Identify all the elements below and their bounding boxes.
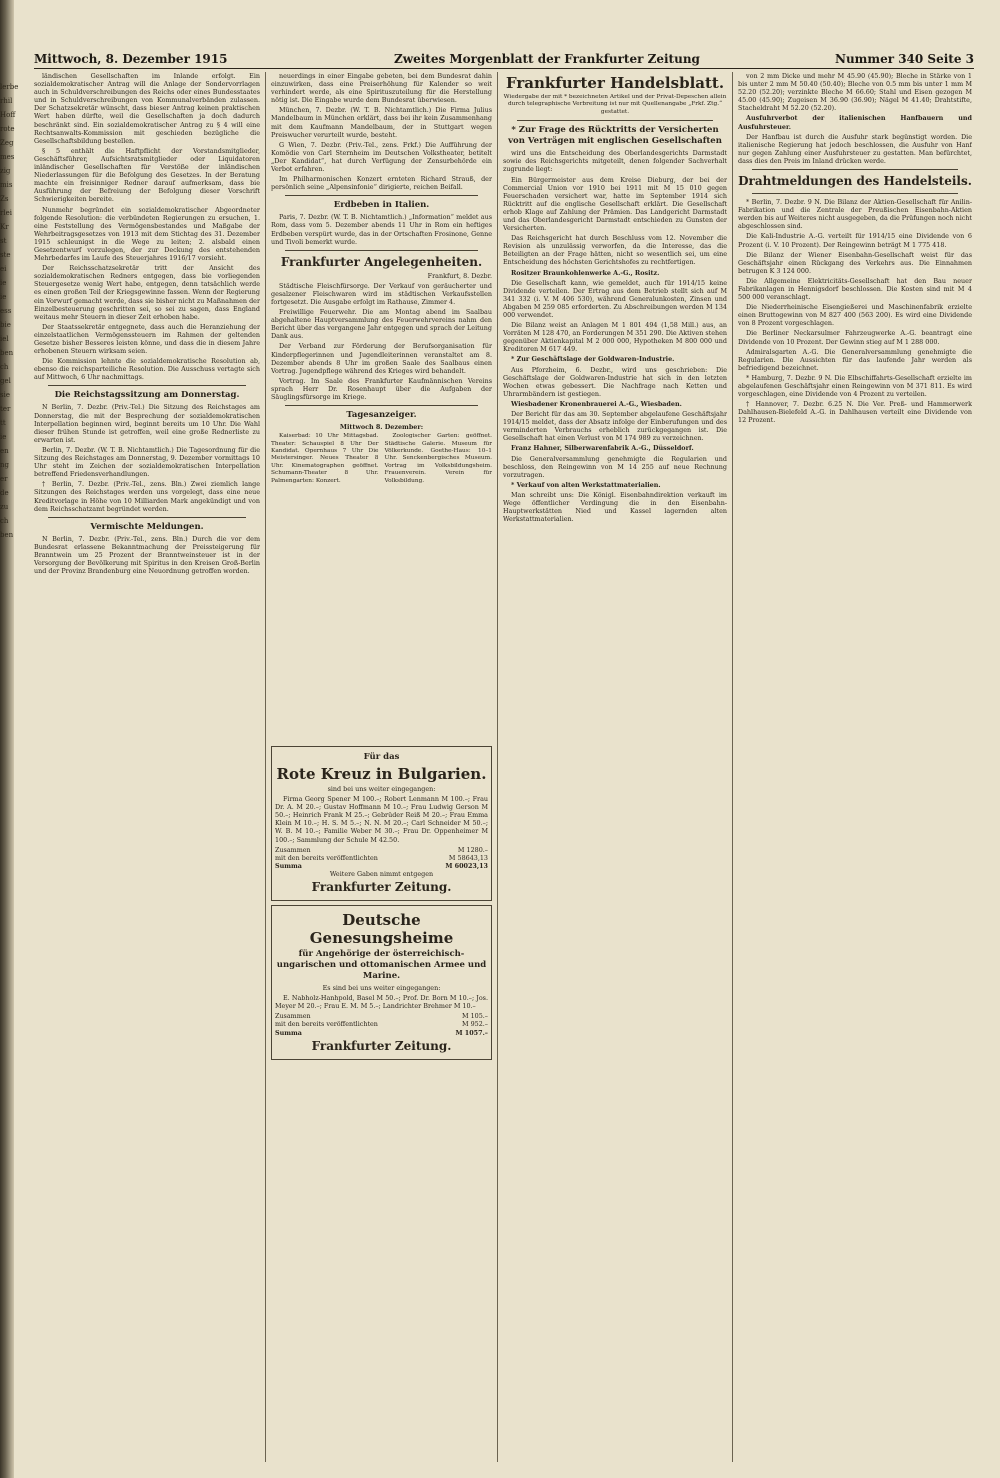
article-paragraph: Freiwillige Feuerwehr. Die am Montag abend im Saalbau abgehaltene Hauptversammlung des Feuerwehrvereins nahm den Bericht über das vergangene Jahr entgegen und sprach der Leitung Dank aus.	[271, 308, 492, 341]
article-paragraph: † Berlin, 7. Dezbr. (Priv.-Tel., zens. Bln.) Zwei ziemlich lange Sitzungen des Reichstages werden uns vorgelegt, dass eine neue Kreditvorlage in Höhe von 10 Milliarden Mark angekündigt und von dem Reichsschatzamt begründet werden.	[34, 480, 260, 513]
donation-note: Weitere Gaben nimmt entgegen	[329, 869, 434, 878]
margin-fragment: Hoff	[0, 111, 16, 119]
listing-text: Kaiserbad: 10 Uhr Mittagsbad. Theater: Schauspiel 8 Uhr Der Kandidat. Opernhaus 7 Uhr Die Meistersinger. Neues Theater 8 Uhr. Kinematographen geöffnet. Schumann-Theater 8 Uhr. Palmengarten: Konzert.	[271, 433, 379, 484]
section-divider	[48, 517, 246, 518]
article-paragraph: N Berlin, 7. Dezbr. (Priv.-Tel.) Die Sitzung des Reichstages am Donnerstag, die mit der Besprechung der sozialdemokratischen Interpellation beginnen wird, beginnt bereits um 10 Uhr. Die Wahl dieser frühen Stunde ist getroffen, weil eine große Rednerliste zu erwarten ist.	[34, 403, 260, 444]
section-heading: Erdbeben in Italien.	[333, 200, 430, 211]
section-divider	[517, 120, 713, 121]
margin-fragment: zig	[0, 167, 11, 175]
column-4	[738, 72, 972, 1460]
total-line: Summa M 60023,13	[275, 861, 488, 870]
charity-intro: Es sind bei uns weiter eingegangen:	[322, 984, 441, 993]
listing-text: Zoologischer Garten: geöffnet. Städtische Galerie. Museum für Völkerkunde. Goethe-Haus: 10–1 Uhr. Senckenbergisches Museum. Vortrag im Volksbildungsheim. Frauenverein. Verein für Volksbildung.	[384, 433, 492, 484]
reprint-notice: Wiedergabe der mit * bezeichneten Artikel und der Privat-Depeschen allein durch telegraphische Verbreitung ist nur mit Quellenangabe „Frkf. Ztg.“ gestattet.	[503, 94, 727, 115]
margin-fragment: iel	[0, 335, 9, 343]
article-heading: * Zur Frage des Rücktritts der Versicherten von Verträgen mit englischen Gesellschaften	[508, 125, 722, 147]
article-paragraph: Nunmehr begründet ein sozialdemokratischer Abgeordneter folgende Resolution: die verbündeten Regierungen zu ersuchen, 1. eine Feststellung des Vermögensbestandes und Maßgabe der Wehrbeitragsgesetzes von 1913 mit dem Stichtag des 31. Dezember 1915 schleunigst in die Wege zu leiten; 2. alsbald einen Gesetzentwurf vorzulegen, der zur Deckung des entstehenden Mehrbedarfes im Laufe des Steuerjahres 1916/17 vorsieht.	[34, 205, 260, 263]
charity-box-red-cross	[271, 746, 492, 901]
margin-fragment: Kr	[0, 223, 9, 231]
article-paragraph: * Hamburg, 7. Dezbr. 9 N. Die Elbschiffahrts-Gesellschaft erzielte im abgelaufenen Geschäftsjahr einen Reingewinn von M 371 811. Es wird vorgeschlagen, eine Dividende von 4 Prozent zu verteilen.	[738, 373, 972, 399]
article-heading: Wiesbadener Kronenbrauerei A.-G., Wiesbaden.	[511, 399, 682, 408]
margin-fragment: lerbe	[0, 83, 19, 91]
section-divider	[285, 195, 478, 196]
article-heading: * Verkauf von alten Werkstattmaterialien.	[511, 480, 661, 489]
article-paragraph: † Hannover, 7. Dezbr. 6.25 N. Die Ver. Preß- und Hammerwerk Dahlhausen-Bielefeld A.-G. in Dahlhausen verteilt eine Dividende von 12 Prozent.	[738, 400, 972, 425]
margin-fragment: rlei	[0, 209, 12, 217]
margin-fragment: ie	[0, 293, 7, 301]
margin-fragment: mes	[0, 153, 15, 161]
section-heading: Drahtmeldungen des Handelsteils.	[738, 174, 972, 189]
issue-number: Nummer 340 Seite 3	[834, 52, 974, 66]
article-paragraph: neuerdings in einer Eingabe gebeten, bei dem Bundesrat dahin einzuwirken, dass eine Preiserhöhung für Kalender so weit verhindert werde, als eine Spirituszuteilung für die Herstellung nötig ist. Die Eingabe wurde dem Bundesrat überwiesen.	[271, 72, 492, 105]
section-divider	[752, 169, 958, 170]
article-heading: Ausfuhrverbot der italienischen Hanfbauern und Ausfuhrsteuer.	[738, 114, 972, 131]
section-heading: Vermischte Meldungen.	[90, 521, 204, 532]
article-paragraph: Die Niederrheinische Eisengießerei und Maschinenfabrik erzielte einen Bruttogewinn von M 827 400 (563 200). Es wird eine Dividende von 8 Prozent vorgeschlagen.	[738, 303, 972, 328]
margin-fragment: Zs	[0, 195, 9, 203]
margin-fragment: rhil	[0, 97, 13, 105]
donor-list: Firma Georg Spener M 100.–; Robert Lenmann M 100.–; Frau Dr. A. M 20.–; Gustav Hoffmann M 10.–; Frau Ludwig Gerson M 50.–; Heinrich Frank M 25.–; Gebrüder Reiß M 20.–; Frau Emma Klein M 10.–; H. S. M 5.–; N. N. M 20.–; Carl Schneider M 50.–; W. B. M 10.–; Familie Weber M 30.–; Frau Dr. Oppenheimer M 100.–; Sammlung der Schule M 42.50.	[275, 795, 488, 844]
margin-fragment: ie	[0, 433, 7, 441]
margin-fragment: ng	[0, 461, 9, 469]
margin-fragment: ben	[0, 531, 14, 539]
margin-fragment: Zeg	[0, 139, 14, 147]
section-heading: Frankfurter Angelegenheiten.	[280, 254, 483, 269]
article-paragraph: Paris, 7. Dezbr. (W. T. B. Nichtamtlich.) „Information“ meldet aus Rom, dass vom 5. Dezember abends 11 Uhr in Rom ein heftiges Erdbeben verspürt wurde, das in der Ortschaften Frosinone, Genne und Tivoli bemerkt wurde.	[271, 213, 492, 246]
article-paragraph: Der Reichsschatzsekretär tritt der Ansicht des sozialdemokratischen Redners entgegen, dass bie vorliegenden Steuergesetze wenig Wert habe, entgegen, denn tatsächlich werde es einen großen Teil der Kriegsgewinne fassen. Wenn der Regierung ein Vorwurf gemacht werde, dass sie bisher nicht zu Maßnahmen der Einzelbesteuerung geschritten sei, so sei zu sagen, dass England weitaus mehr Steuern in dieser Zeit erhoben habe.	[34, 264, 260, 321]
margin-fragment: en	[0, 447, 9, 455]
tagesanzeiger-listing	[271, 433, 492, 487]
article-paragraph: Vortrag. Im Saale des Frankfurter Kaufmännischen Vereins sprach Herr Dr. Rosenhaupt über die Aufgaben der Säuglingsfürsorge im Kriege.	[271, 376, 492, 401]
masthead	[34, 50, 974, 69]
paper-title: Zweites Morgenblatt der Frankfurter Zeitung	[394, 52, 700, 66]
margin-fragment: ei	[0, 265, 7, 273]
charity-heading-pre: Für das	[363, 752, 400, 762]
donor-list: E. Nabholz-Hanhpold, Basel M 50.–; Prof. Dr. Born M 10.–; Jos. Meyer M 20.–; Frau E. M. M 5.–; Landrichter Brehmer M 10.–	[275, 994, 488, 1011]
article-paragraph: Die Allgemeine Elektricitäts-Gesellschaft hat den Bau neuer Fabrikanlagen in Hennigsdorf beschlossen. Die Kosten sind mit M 4 500 000 veranschlagt.	[738, 276, 972, 302]
adjacent-page-margin	[0, 80, 28, 1460]
dateline: Frankfurt, 8. Dezbr.	[427, 271, 492, 280]
newspaper-signature: Frankfurter Zeitung.	[311, 1038, 452, 1053]
article-paragraph: Die Generalversammlung genehmigte die Regularien und beschloss, den Reingewinn von M 14 255 auf neue Rechnung vorzutragen.	[503, 454, 727, 479]
margin-fragment: sie	[0, 391, 10, 399]
margin-fragment: ch	[0, 517, 9, 525]
margin-fragment: ste	[0, 251, 11, 259]
margin-fragment: rote	[0, 125, 15, 133]
article-paragraph: Die Gesellschaft kann, wie gemeldet, auch für 1914/15 keine Dividende verteilen. Der Ertrag aus dem Betrieb stellt sich auf M 341 332 (i. V. M 406 530), während Generalunkosten, Zinsen und Abgaben M 259 085 erforderten. Zu Abschreibungen werden M 134 000 verwendet.	[503, 278, 727, 319]
margin-fragment: bie	[0, 321, 11, 329]
article-paragraph: ländischen Gesellschaften im Inlande erfolgt. Ein sozialdemokratischer Antrag will die Anlage der Sondervorrlagen auch in Schuldverschreibungen des Reichs oder eines Bundesstaates und in Schuldverschreibungen von Kommunalverbänden zulassen. Der Schatzsekretär wünscht, dass bieser Antrag keinen praktischen Wert haben dürfte, weil die Gesellschaften ja doch dadurch beschränkt sind. Ein sozialdemokratischer Antrag zu § 4 will eine Rechtsanwalts-Kommission mit geschieden bezügliche die Gesellschaftsbildung bestellen.	[34, 72, 260, 145]
margin-fragment: mis	[0, 181, 13, 189]
margin-fragment: ben	[0, 349, 14, 357]
article-paragraph: Der Verband zur Förderung der Berufsorganisation für Kinderpflegerinnen und Jugendleiterinnen veranstaltet am 8. Dezember abends 8 Uhr im großen Saale des Saalbaus einen Vortrag. Jugendpflege während des Krieges wird behandelt.	[271, 342, 492, 375]
article-paragraph: Städtische Fleischfürsorge. Der Verkauf von geräucherter und gesalzener Fleischwaren wird im städtischen Verkaufsstellen fortgesetzt. Die Ausgabe erfolgt im Rathause, Zimmer 4.	[271, 281, 492, 306]
article-paragraph: Die Kommission lehnte die sozialdemokratische Resolution ab, ebenso die reichsparteiliche Resolution. Die Ausschuss vertagte sich auf Mittwoch, 6 Uhr nachmittags.	[34, 357, 260, 382]
article-paragraph: § 5 enthält die Haftpflicht der Vorstandsmitglieder, Geschäftsführer, Aufsichtsratsmitglieder oder Liquidatoren inländischer Gesellschaften für Verstöße der inländischen Niederlassungen für die Befolgung des Gesetzes. In der Beratung machte ein freisinniger Redner darauf aufmerksam, dass bie Ausführung der Befreiung der Befolgung dieser Vorschrift Schwierigkeiten bereite.	[34, 146, 260, 204]
total-line: Summa M 1057.–	[275, 1028, 488, 1037]
column-2-upper	[271, 72, 492, 732]
article-paragraph: Der Staatssekretär entgegnete, dass auch die Heranziehung der einzelstaatlichen Vermögenssteuern im Rahmen der geltenden Gesetze bisher Besseres leisten könne, und dass die in diesem Jahre erhobenen Steuern wirksam seien.	[34, 322, 260, 356]
article-paragraph: von 2 mm Dicke und mehr M 45.90 (45.90); Bleche in Stärke von 1 bis unter 2 mm M 50.40 (50.40); Bleche von 0.5 mm bis unter 1 mm M 52.20 (52.20); verzinkte Bleche M 66.60; Stahl und Eisen gezogen M 45.00 (45.90); Zugeisen M 36.90 (36.90); Nägel M 41.40; Drahtstifte, Stacheldraht M 52.20 (52.20).	[738, 72, 972, 113]
article-paragraph: Ein Bürgermeister aus dem Kreise Dieburg, der bei der Commercial Union vor 1910 bei 1911 mit M 15 010 gegen Feuerschaden versichert war, hatte im September 1914 sich Rücktritt auf die englische Gesellschaft erklärt. Die Gesellschaft erhob Klage auf Zahlung der Prämien. Das Landgericht Darmstadt und das Oberlandesgericht Darmstadt entschieden zu Gunsten der Versicherten.	[503, 175, 727, 233]
column-rule	[732, 72, 733, 1462]
article-paragraph: Die Kali-Industrie A.-G. verteilt für 1914/15 eine Dividende von 6 Prozent (i. V. 10 Prozent). Der Reingewinn beträgt M 1 775 418.	[738, 232, 972, 249]
margin-fragment: ch	[0, 363, 9, 371]
section-heading: Tagesanzeiger.	[346, 410, 417, 421]
column-2-lower	[271, 742, 492, 1462]
margin-fragment: er	[0, 475, 8, 483]
article-paragraph: wird uns die Entscheidung des Oberlandesgerichts Darmstadt sowie des Reichsgerichts mitgeteilt, denen folgender Sachverhalt zugrunde liegt:	[503, 149, 727, 174]
column-3	[503, 72, 727, 1460]
previous-sum-line: mit den bereits veröffentlichten M 952.–	[275, 1020, 488, 1029]
margin-fragment: zu	[0, 503, 9, 511]
margin-fragment: st	[0, 237, 7, 245]
article-paragraph: Berlin, 7. Dezbr. (W. T. B. Nichtamtlich.) Die Tagesordnung für die Sitzung des Reichstages am Donnerstag, 9. Dezember vormittags 10 Uhr steht im Zeichen der sozialdemokratischen Interpellation betreffend Friedensverhandlungen.	[34, 445, 260, 479]
charity-subheading: für Angehörige der österreichisch-ungarischen und ottomanischen Armee und Marine.	[276, 949, 487, 982]
charity-subheading: sind bei uns weiter eingegangen:	[327, 785, 436, 793]
margin-fragment: gel	[0, 377, 11, 385]
article-paragraph: Aus Pforzheim, 6. Dezbr., wird uns geschrieben: Die Geschäftslage der Goldwaren-Industrie hat sich in den letzten Wochen etwas gebessert. Die Nachfrage nach Ketten und Uhrarmbändern ist gestiegen.	[503, 365, 727, 398]
margin-fragment: tt	[0, 419, 6, 427]
article-paragraph: Im Philharmonischen Konzert ernteten Richard Strauß, der persönlich seine „Alpensinfonie“ dirigierte, reichen Beifall.	[271, 175, 492, 192]
article-paragraph: München, 7. Dezbr. (W. T. B. Nichtamtlich.) Die Firma Julius Mandelbaum in München erklärt, dass bei ihr kein Zusammenhang mit dem Kaufmann Mandelbaum, der in Stuttgart wegen Preiswucher verurteilt wurde, besteht.	[271, 106, 492, 139]
margin-fragment: ter	[0, 405, 11, 413]
margin-fragment: ess	[0, 307, 12, 315]
charity-heading: Rote Kreuz in Bulgarien.	[276, 765, 487, 783]
newspaper-signature: Frankfurter Zeitung.	[311, 880, 452, 895]
sum-line: Zusammen M 105.–	[275, 1012, 488, 1021]
section-divider	[285, 250, 478, 251]
article-heading: * Zur Geschäftslage der Goldwaren-Industrie.	[511, 355, 675, 364]
column-1	[34, 72, 260, 1460]
article-paragraph: * Berlin, 7. Dezbr. 9 N. Die Bilanz der Aktien-Gesellschaft für Anilin-Fabrikation und die Zentrale der Preußischen Eisenbahn-Aktien werden bis auf Weiteres nicht ausgegeben, da die Prüfungen noch nicht abgeschlossen sind.	[738, 198, 972, 231]
article-paragraph: N Berlin, 7. Dezbr. (Priv.-Tel., zens. Bln.) Durch die vor dem Bundesrat erlassene Bekanntmachung der Preissteigerung für Branntwein um 25 Prozent der Branntweinsteuer ist in der Versorgung der Bevölkerung mit Spiritus in den Kreisen Groß-Berlin und der Provinz Brandenburg eine Neuordnung getroffen worden.	[34, 534, 260, 576]
article-paragraph: Man schreibt uns: Die Königl. Eisenbahndirektion verkauft im Wege öffentlicher Verdingung die in den Eisenbahn-Hauptwerkstätten Nied und Kassel lagernden alten Werkstattmaterialien.	[503, 490, 727, 524]
section-divider	[285, 405, 478, 406]
article-paragraph: Der Bericht für das am 30. September abgelaufene Geschäftsjahr 1914/15 meldet, dass der Absatz infolge der Einberufungen und des verminderten Verbrauchs erheblich zurückgegangen ist. Die Gesellschaft hat einen Verlust von M 174 989 zu verzeichnen.	[503, 410, 727, 443]
margin-fragment: ie	[0, 279, 7, 287]
section-divider	[752, 193, 958, 194]
article-paragraph: Die Bilanz der Wiener Eisenbahn-Gesellschaft weist für das Geschäftsjahr einen Rückgang des Verkehrs aus. Die Einnahmen betrugen K 3 124 000.	[738, 250, 972, 275]
tagesanzeiger-date: Mittwoch 8. Dezember:	[339, 423, 424, 432]
article-paragraph: G Wien, 7. Dezbr. (Priv.-Tel., zens. Frkf.) Die Aufführung der Komödie von Carl Sternheim im Deutschen Volkstheater, betitelt „Der Kandidat“, hat durch Verfügung der Zensurbehörde ein Verbot erfahren.	[271, 140, 492, 174]
section-heading: Die Reichstagssitzung am Donnerstag.	[54, 390, 240, 401]
article-paragraph: Der Hanfbau ist durch die Ausfuhr stark begünstigt worden. Die italienische Regierung hat jedoch beschlossen, die Ausfuhr von Hanf nur gegen Zahlung einer Ausfuhrsteuer zu gestatten. Man befürchtet, dass dies den Preis im Inland drücken werde.	[738, 132, 972, 165]
article-paragraph: Die Berliner Neckarsulmer Fahrzeugwerke A.-G. beantragt eine Dividende von 10 Prozent. Der Gewinn stieg auf M 1 288 000.	[738, 329, 972, 346]
sum-line: Zusammen M 1280.–	[275, 845, 488, 854]
article-heading: Franz Hahner, Silberwarenfabrik A.-G., Düsseldorf.	[511, 444, 694, 453]
article-paragraph: Admiralsgarten A.-G. Die Generalversammlung genehmigte die Regularien. Die Aussichten für das laufende Jahr werden als befriedigend bezeichnet.	[738, 347, 972, 372]
article-paragraph: Die Bilanz weist an Anlagen M 1 801 494 (1,58 Mill.) aus, an Vorräten M 128 470, an Forderungen M 351 290. Die Aktiven stehen gegenüber Aktienkapital M 2 000 000, Hypotheken M 800 000 und Kreditoren M 617 449.	[503, 321, 727, 354]
section-heading: Frankfurter Handelsblatt.	[505, 74, 725, 92]
article-paragraph: Das Reichsgericht hat durch Beschluss vom 12. November die Revision als unzulässig verworfen, da die Interesse, das die Beteiligten an der Frage hätten, nicht so wesentlich sei, um eine Entscheidung des höchsten Gerichtshofes zu rechtfertigen.	[503, 234, 727, 267]
margin-fragment: de	[0, 489, 9, 497]
charity-heading: Deutsche Genesungsheime	[309, 911, 454, 948]
previous-sum-line: mit den bereits veröffentlichten M 58643,13	[275, 853, 488, 862]
column-rule	[265, 72, 266, 1462]
column-rule	[497, 72, 498, 1462]
article-heading: Rositzer Braunkohlenwerke A.-G., Rositz.	[511, 268, 660, 277]
issue-date: Mittwoch, 8. Dezember 1915	[34, 52, 228, 66]
section-divider	[48, 385, 246, 386]
charity-box-convalescent-homes	[271, 905, 492, 1060]
